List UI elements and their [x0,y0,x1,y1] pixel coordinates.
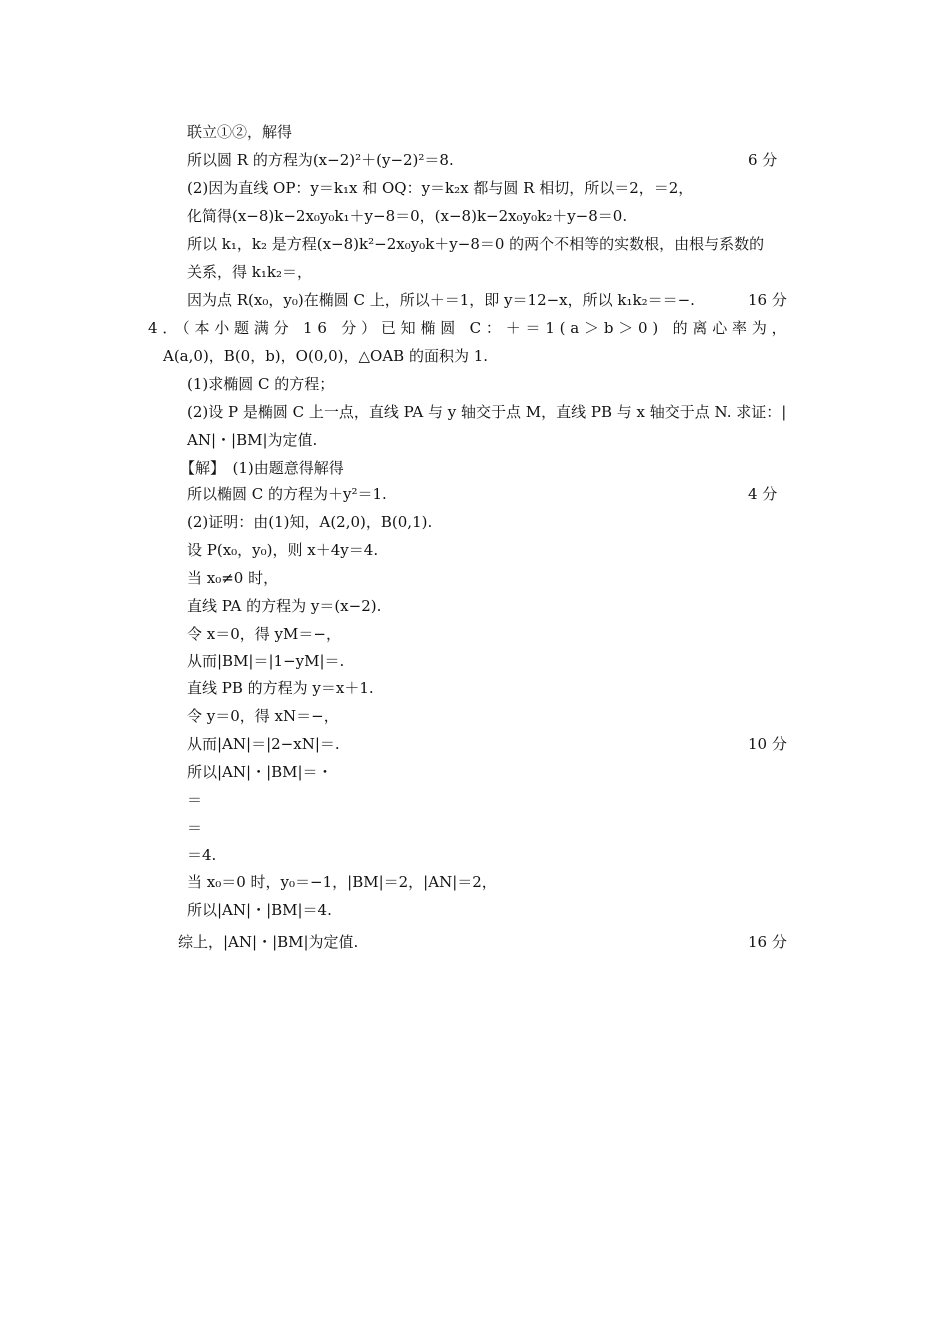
solution-line: 设 P(x₀，y₀)，则 x＋4y＝4. [187,541,379,559]
conclusion-line: 综上，|AN|・|BM|为定值. [178,933,359,951]
solution-line: 直线 PB 的方程为 y＝x＋1. [187,679,374,697]
solution-line: ＝ [187,819,203,837]
solution-line: 令 y＝0，得 xN＝−， [187,707,339,725]
solution-line: ＝4. [187,846,217,864]
solution-line: ＝ [187,791,203,809]
solution-line: 从而|BM|＝|1−yM|＝. [187,652,345,670]
problem-part: (2)设 P 是椭圆 C 上一点，直线 PA 与 y 轴交于点 M，直线 PB 与 x 轴交于点 N. 求证：| [187,403,787,421]
solution-line: 所以椭圆 C 的方程为＋y²＝1. [187,485,387,503]
score-label: 10 分 [748,735,787,753]
solution-line: 令 x＝0，得 yM＝−， [187,625,341,643]
solution-line: 当 x₀≠0 时， [187,569,279,587]
solution-line: 因为点 R(x₀，y₀)在椭圆 C 上，所以＋＝1，即 y＝12−x，所以 k₁k₂＝＝−. [187,291,695,309]
solution-line: 所以 k₁，k₂ 是方程(x−8)k²−2x₀y₀k＋y−8＝0 的两个不相等的实数根，由根与系数的 [187,235,765,253]
solution-line: 所以圆 R 的方程为(x−2)²＋(y−2)²＝8. [187,151,454,169]
solution-line: 联立①②，解得 [187,123,293,141]
score-label: 16 分 [748,291,787,309]
solution-heading: 【解】 (1)由题意得解得 [180,459,344,477]
score-label: 4 分 [748,485,778,503]
solution-line: 所以|AN|・|BM|＝4. [187,901,332,919]
solution-line: (2)证明：由(1)知，A(2,0)，B(0,1). [187,513,433,531]
solution-line: 所以|AN|・|BM|＝・ [187,763,333,781]
solution-line: 从而|AN|＝|2−xN|＝. [187,735,340,753]
solution-line: 关系，得 k₁k₂＝， [187,263,312,281]
score-label: 6 分 [748,151,778,169]
problem-part: (1)求椭圆 C 的方程； [187,375,335,393]
problem-statement: 4．（本小题满分 16 分）已知椭圆 C：＋＝1(a＞b＞0) 的离心率为， [148,319,792,337]
solution-line: 当 x₀＝0 时，y₀＝−1，|BM|＝2，|AN|＝2， [187,873,497,891]
solution-line: 直线 PA 的方程为 y＝(x−2). [187,597,382,615]
score-label: 16 分 [748,933,787,951]
problem-statement: A(a,0)，B(0，b)，O(0,0)，△OAB 的面积为 1. [163,347,489,365]
solution-line: 化简得(x−8)k−2x₀y₀k₁＋y−8＝0，(x−8)k−2x₀y₀k₂＋y−8＝0. [187,207,628,225]
problem-part: AN|・|BM|为定值. [187,431,318,449]
solution-line: (2)因为直线 OP：y＝k₁x 和 OQ：y＝k₂x 都与圆 R 相切，所以＝2，＝2， [187,179,694,197]
